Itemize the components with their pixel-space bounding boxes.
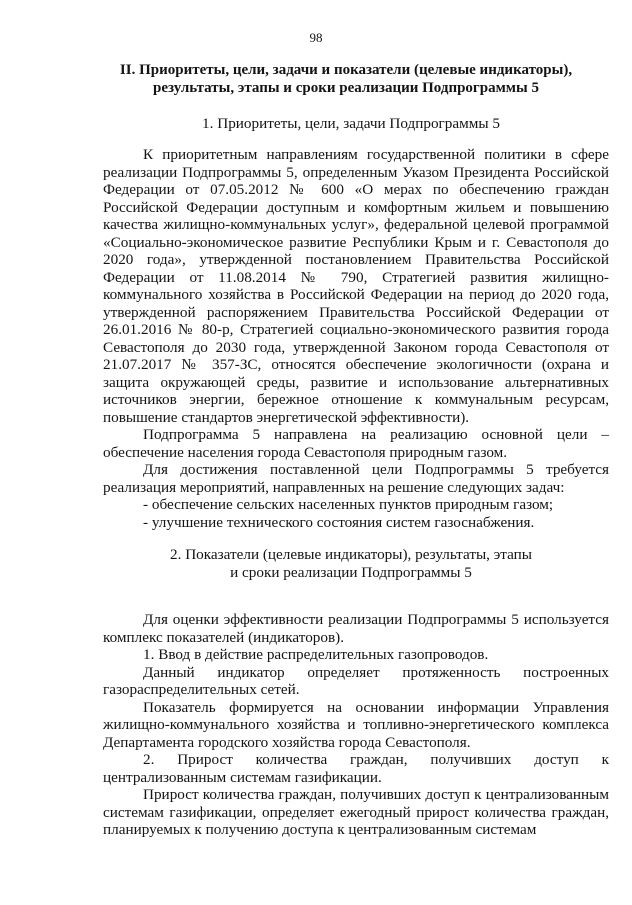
task-item: - обеспечение сельских населенных пунктов природным газом; xyxy=(143,496,554,513)
subsection-1-body xyxy=(103,146,609,531)
paragraph: 1. Ввод в действие распределительных газопроводов. xyxy=(143,646,489,663)
paragraph: Для достижения поставленной цели Подпрограммы 5 требуется реализация мероприятий, направленных на решение следующих задач: xyxy=(103,461,609,496)
subsection-1-title: 1. Приоритеты, цели, задачи Подпрограммы 5 xyxy=(202,115,500,132)
paragraph: Для оценки эффективности реализации Подпрограммы 5 используется комплекс показателей (индикаторов). xyxy=(103,611,609,646)
subsection-2-body xyxy=(103,611,609,839)
paragraph: Прирост количества граждан, получивших доступ к централизованным системам газификации, определяет ежегодный прирост количества граждан, планируемых к получению доступа к централизованным системам xyxy=(103,786,609,838)
paragraph: Подпрограмма 5 направлена на реализацию основной цели – обеспечение населения города Севастополя природным газом. xyxy=(103,426,609,461)
task-item: - улучшение технического состояния систем газоснабжения. xyxy=(143,513,535,531)
section-title: II. Приоритеты, цели, задачи и показатели (целевые индикаторы), результаты, этапы и сроки реализации Подпрограммы 5 xyxy=(119,62,573,96)
paragraph: К приоритетным направлениям государственной политики в сфере реализации Подпрограммы 5, определенным Указом Президента Российской Федерации от 07.05.2012 № 600 «О мерах по обеспечению граждан Российской Федерации доступным и комфортным жильем и повышению качества жилищно-коммунальных услуг», федеральной целевой программой «Социально-экономическое развитие Республики Крым и г. Севастополя до 2020 года», утвержденной постановлением Правительства Российской Федерации от 11.08.2014 № 790, Стратегией развития жилищно-коммунального хозяйства в Российской Федерации на период до 2020 года, утвержденной распоряжением Правительства Российской Федерации от 26.01.2016 № 80-р, Стратегией социально-экономического развития города Севастополя до 2030 года, утвержденной Законом города Севастополя от 21.07.2017 № 357-ЗС, относятся обеспечение экологичности (охрана и защита окружающей среды, развитие и использование альтернативных источников энергии, бережное отношение к коммунальным ресурсам, повышение стандартов энергетической эффективности). xyxy=(103,146,609,426)
paragraph: 2. Прирост количества граждан, получивших доступ к централизованным системам газификации. xyxy=(103,751,609,786)
subsection-2-title-line: и сроки реализации Подпрограммы 5 xyxy=(230,564,472,581)
paragraph: Данный индикатор определяет протяженность построенных газораспределительных сетей. xyxy=(103,663,609,698)
subsection-2-title xyxy=(96,546,606,582)
subsection-2-title-line: 2. Показатели (целевые индикаторы), результаты, этапы xyxy=(170,546,532,563)
page-number: 98 xyxy=(309,30,323,45)
paragraph: Показатель формируется на основании информации Управления жилищно-коммунального хозяйства и топливно-энергетического комплекса Департамента городского хозяйства города Севастополя. xyxy=(103,698,609,751)
